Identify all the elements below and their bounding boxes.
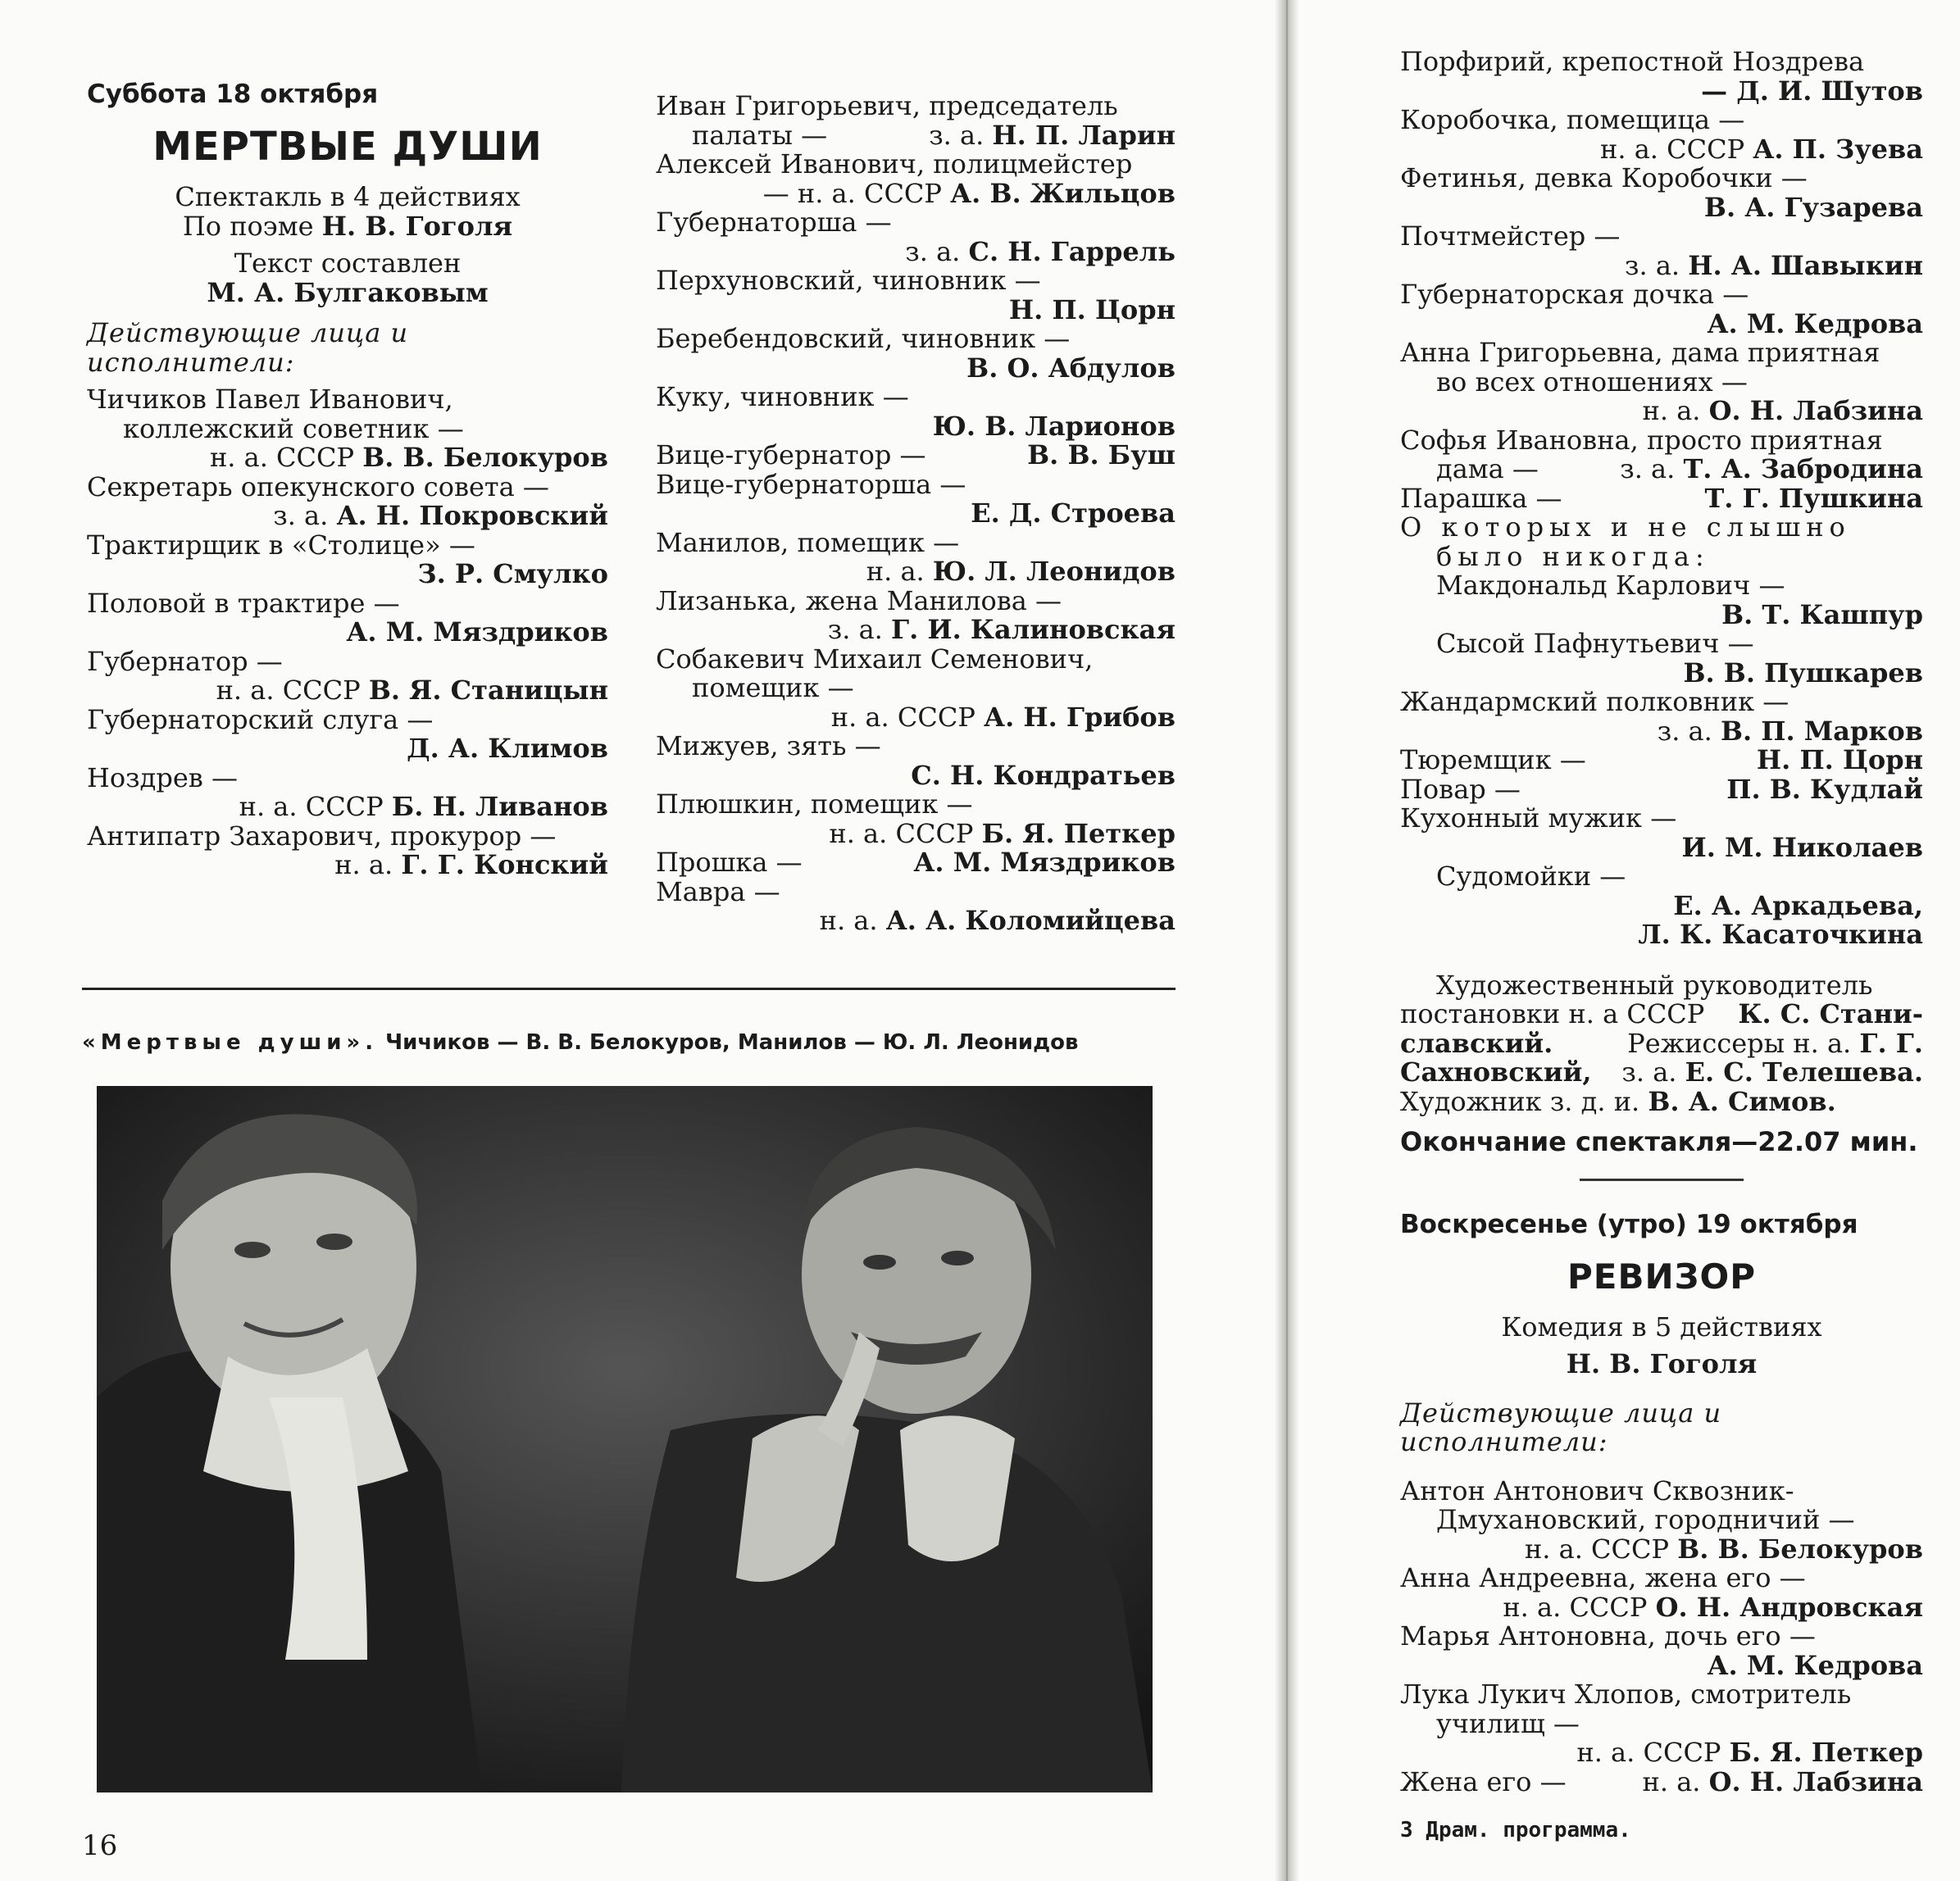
- play-title: РЕВИЗОР: [1567, 1256, 1756, 1297]
- actor-line: Н. П. Цорн: [1008, 293, 1176, 325]
- ending-time: Окончание спектакля—22.07 мин.: [1400, 1126, 1918, 1157]
- photo-caption: «Мертвые души». Чичиков — В. В. Белокуров, Манилов — Ю. Л. Леонидов: [82, 1030, 1079, 1055]
- actor-line: А. М. Мяздриков: [346, 616, 608, 647]
- credit-line: постановки н. а СССР К. С. Стани-: [1400, 998, 1923, 1029]
- actor-line: Л. К. Касаточкина: [1638, 919, 1923, 950]
- actor-line: н. а. О. Н. Лабзина: [1642, 395, 1923, 426]
- role-line: Тюремщик — Н. П. Цорн: [1400, 744, 1923, 775]
- role-line: Собакевич Михаил Семенович,: [656, 643, 1094, 675]
- actor-line: С. Н. Кондратьев: [911, 759, 1176, 791]
- role-line: Манилов, помещик —: [656, 526, 960, 558]
- role-line: Анна Андреевна, жена его —: [1400, 1562, 1806, 1593]
- role-line: Фетинья, девка Коробочки —: [1400, 162, 1808, 193]
- actor-line: н. а. СССР А. Н. Грибов: [830, 701, 1176, 733]
- actor-line: — н. а. СССР А. В. Жильцов: [762, 177, 1176, 209]
- role-line: коллежский советник —: [123, 412, 464, 444]
- role-line: во всех отношениях —: [1436, 366, 1748, 398]
- page-fold: [1275, 0, 1299, 1881]
- play-subtitle: Комедия в 5 действиях: [1501, 1311, 1822, 1343]
- role-line: Коробочка, помещица —: [1400, 104, 1745, 135]
- role-line: Вице-губернаторша —: [656, 468, 966, 500]
- actor-line: З. Р. Смулко: [417, 558, 608, 589]
- role-line: Секретарь опекунского совета —: [87, 470, 549, 502]
- actor-line: В. А. Гузарева: [1703, 191, 1923, 223]
- play-subtitle: Спектакль в 4 действиях: [175, 181, 521, 212]
- cast-heading: Действующие лица и исполнители:: [87, 317, 409, 378]
- role-line: Мижуев, зять —: [656, 730, 881, 761]
- role-line: Губернаторский слуга —: [87, 703, 434, 735]
- role-line: Куку, чиновник —: [656, 381, 909, 412]
- role-line: Чичиков Павел Иванович,: [87, 384, 453, 415]
- play-title: МЕРТВЫЕ ДУШИ: [152, 123, 543, 170]
- role-line: Повар — П. В. Кудлай: [1400, 773, 1923, 805]
- actor-line: з. а. С. Н. Гаррель: [905, 235, 1176, 267]
- role-line: Макдональд Карлович —: [1436, 570, 1785, 601]
- role-line: Жена его — н. а. О. Н. Лабзина: [1400, 1765, 1923, 1797]
- actor-line: н. а. СССР А. П. Зуева: [1600, 133, 1923, 165]
- actor-line: н. а. СССР Б. Я. Петкер: [1576, 1737, 1923, 1768]
- actor-line: А. М. Кедрова: [1707, 307, 1923, 339]
- production-photo: [97, 1086, 1153, 1792]
- role-line: Губернатор —: [87, 645, 283, 677]
- actor-line: В. О. Абдулов: [966, 352, 1176, 384]
- actor-line: Д. А. Климов: [407, 733, 608, 764]
- footer-note: 3 Драм. программа.: [1400, 1818, 1631, 1842]
- role-line: Перхуновский, чиновник —: [656, 265, 1041, 296]
- role-line: Дмухановский, городничий —: [1436, 1504, 1855, 1535]
- play-author: Н. В. Гоголя: [1566, 1348, 1758, 1379]
- actor-line: з. а. В. П. Марков: [1657, 715, 1923, 747]
- credit-line: славский. Режиссеры н. а. Г. Г.: [1400, 1027, 1923, 1059]
- actor-line: Ю. В. Ларионов: [932, 410, 1176, 442]
- actor-line: В. Т. Кашпур: [1721, 598, 1923, 630]
- actor-line: н. а. СССР Б. Я. Петкер: [829, 817, 1176, 849]
- actor-line: н. а. СССР Б. Н. Ливанов: [239, 791, 608, 822]
- actor-line: дама — з. а. Т. А. Забродина: [1436, 453, 1923, 484]
- role-line: Парашка — Т. Г. Пушкина: [1400, 482, 1923, 514]
- play-source: По поэме Н. В. Гоголя: [182, 210, 513, 242]
- role-line: Софья Ивановна, просто приятная: [1400, 424, 1883, 456]
- actor-line: Е. А. Аркадьева,: [1673, 889, 1923, 921]
- role-line: Алексей Иванович, полицмейстер: [656, 148, 1133, 179]
- role-line: училищ —: [1436, 1707, 1580, 1739]
- role-line: Марья Антоновна, дочь его —: [1400, 1620, 1816, 1652]
- actor-line: А. М. Кедрова: [1707, 1649, 1923, 1681]
- actor-line: И. М. Николаев: [1681, 831, 1923, 863]
- actor-line: В. В. Пушкарев: [1683, 657, 1923, 688]
- role-line: Ноздрев —: [87, 761, 238, 793]
- role-line: Жандармский полковник —: [1400, 686, 1789, 717]
- actor-line: з. а. А. Н. Покровский: [273, 500, 608, 531]
- role-line: Трактирщик в «Столице» —: [87, 529, 475, 561]
- actor-line: з. а. Г. И. Калиновская: [827, 614, 1176, 645]
- group-heading: было никогда:: [1436, 540, 1710, 572]
- role-line: Губернаторша —: [656, 207, 892, 238]
- actor-line: з. а. Н. А. Шавыкин: [1625, 249, 1923, 281]
- role-line: Анна Григорьевна, дама приятная: [1400, 337, 1880, 368]
- production-photo-drawing: [97, 1086, 1153, 1792]
- column-middle: [656, 92, 1176, 936]
- actor-line: н. а. Ю. Л. Леонидов: [866, 556, 1176, 587]
- text-credit: Текст составлен: [234, 248, 462, 279]
- role-line: Плюшкин, помещик —: [656, 788, 973, 820]
- role-line: Прошка — А. М. Мяздриков: [656, 847, 1176, 878]
- column-left: [87, 80, 608, 880]
- actor-line: Е. Д. Строева: [971, 498, 1176, 529]
- play-date: Суббота 18 октября: [87, 80, 379, 109]
- credit-line: Художественный руководитель: [1436, 969, 1873, 1001]
- role-line: Лизанька, жена Манилова —: [656, 584, 1062, 616]
- role-line: Антипатр Захарович, прокурор —: [87, 820, 557, 852]
- role-line: Вице-губернатор — В. В. Буш: [656, 439, 1176, 470]
- role-line: Лука Лукич Хлопов, смотритель: [1400, 1679, 1852, 1710]
- actor-line: н. а. А. А. Коломийцева: [819, 905, 1176, 936]
- role-line: Порфирий, крепостной Ноздрева: [1400, 46, 1865, 77]
- page-number: 16: [82, 1829, 118, 1862]
- column-right: [1400, 48, 1923, 1846]
- role-line: Почтмейстер —: [1400, 220, 1621, 252]
- role-line: Беребендовский, чиновник —: [656, 323, 1071, 354]
- actor-line: н. а. СССР О. Н. Андровская: [1503, 1591, 1923, 1623]
- actor-line: н. а. СССР В. В. Белокуров: [209, 442, 608, 473]
- text-author: М. А. Булгаковым: [207, 276, 489, 308]
- role-line: Судомойки —: [1436, 861, 1626, 892]
- role-line: Половой в трактире —: [87, 587, 400, 619]
- section-divider: [1580, 1179, 1744, 1181]
- role-line: Кухонный мужик —: [1400, 802, 1677, 834]
- role-line: Губернаторская дочка —: [1400, 279, 1749, 310]
- role-line: помещик —: [692, 672, 854, 703]
- group-heading: О которых и не слышно: [1400, 511, 1851, 543]
- actor-line: н. а. СССР В. В. Белокуров: [1524, 1533, 1923, 1565]
- role-line: Иван Григорьевич, председатель: [656, 90, 1118, 121]
- credit-line: Сахновский, з. а. Е. С. Телешева.: [1400, 1056, 1923, 1088]
- credit-line: Художник з. д. и. В. А. Симов.: [1400, 1085, 1836, 1117]
- actor-line: палаты — з. а. Н. П. Ларин: [692, 119, 1176, 151]
- caption-divider: [82, 988, 1176, 990]
- actor-line: н. а. Г. Г. Конский: [334, 849, 608, 880]
- role-line: Антон Антонович Сквозник-: [1400, 1474, 1794, 1506]
- production-credits: [1400, 971, 1923, 1117]
- actor-line: — Д. И. Шутов: [1701, 75, 1923, 107]
- role-line: Сысой Пафнутьевич —: [1436, 628, 1754, 659]
- cast-heading: Действующие лица и исполнители:: [1400, 1397, 1722, 1457]
- role-line: Мавра —: [656, 875, 780, 907]
- play-date: Воскресенье (утро) 19 октября: [1400, 1209, 1858, 1239]
- actor-line: н. а. СССР В. Я. Станицын: [216, 675, 608, 706]
